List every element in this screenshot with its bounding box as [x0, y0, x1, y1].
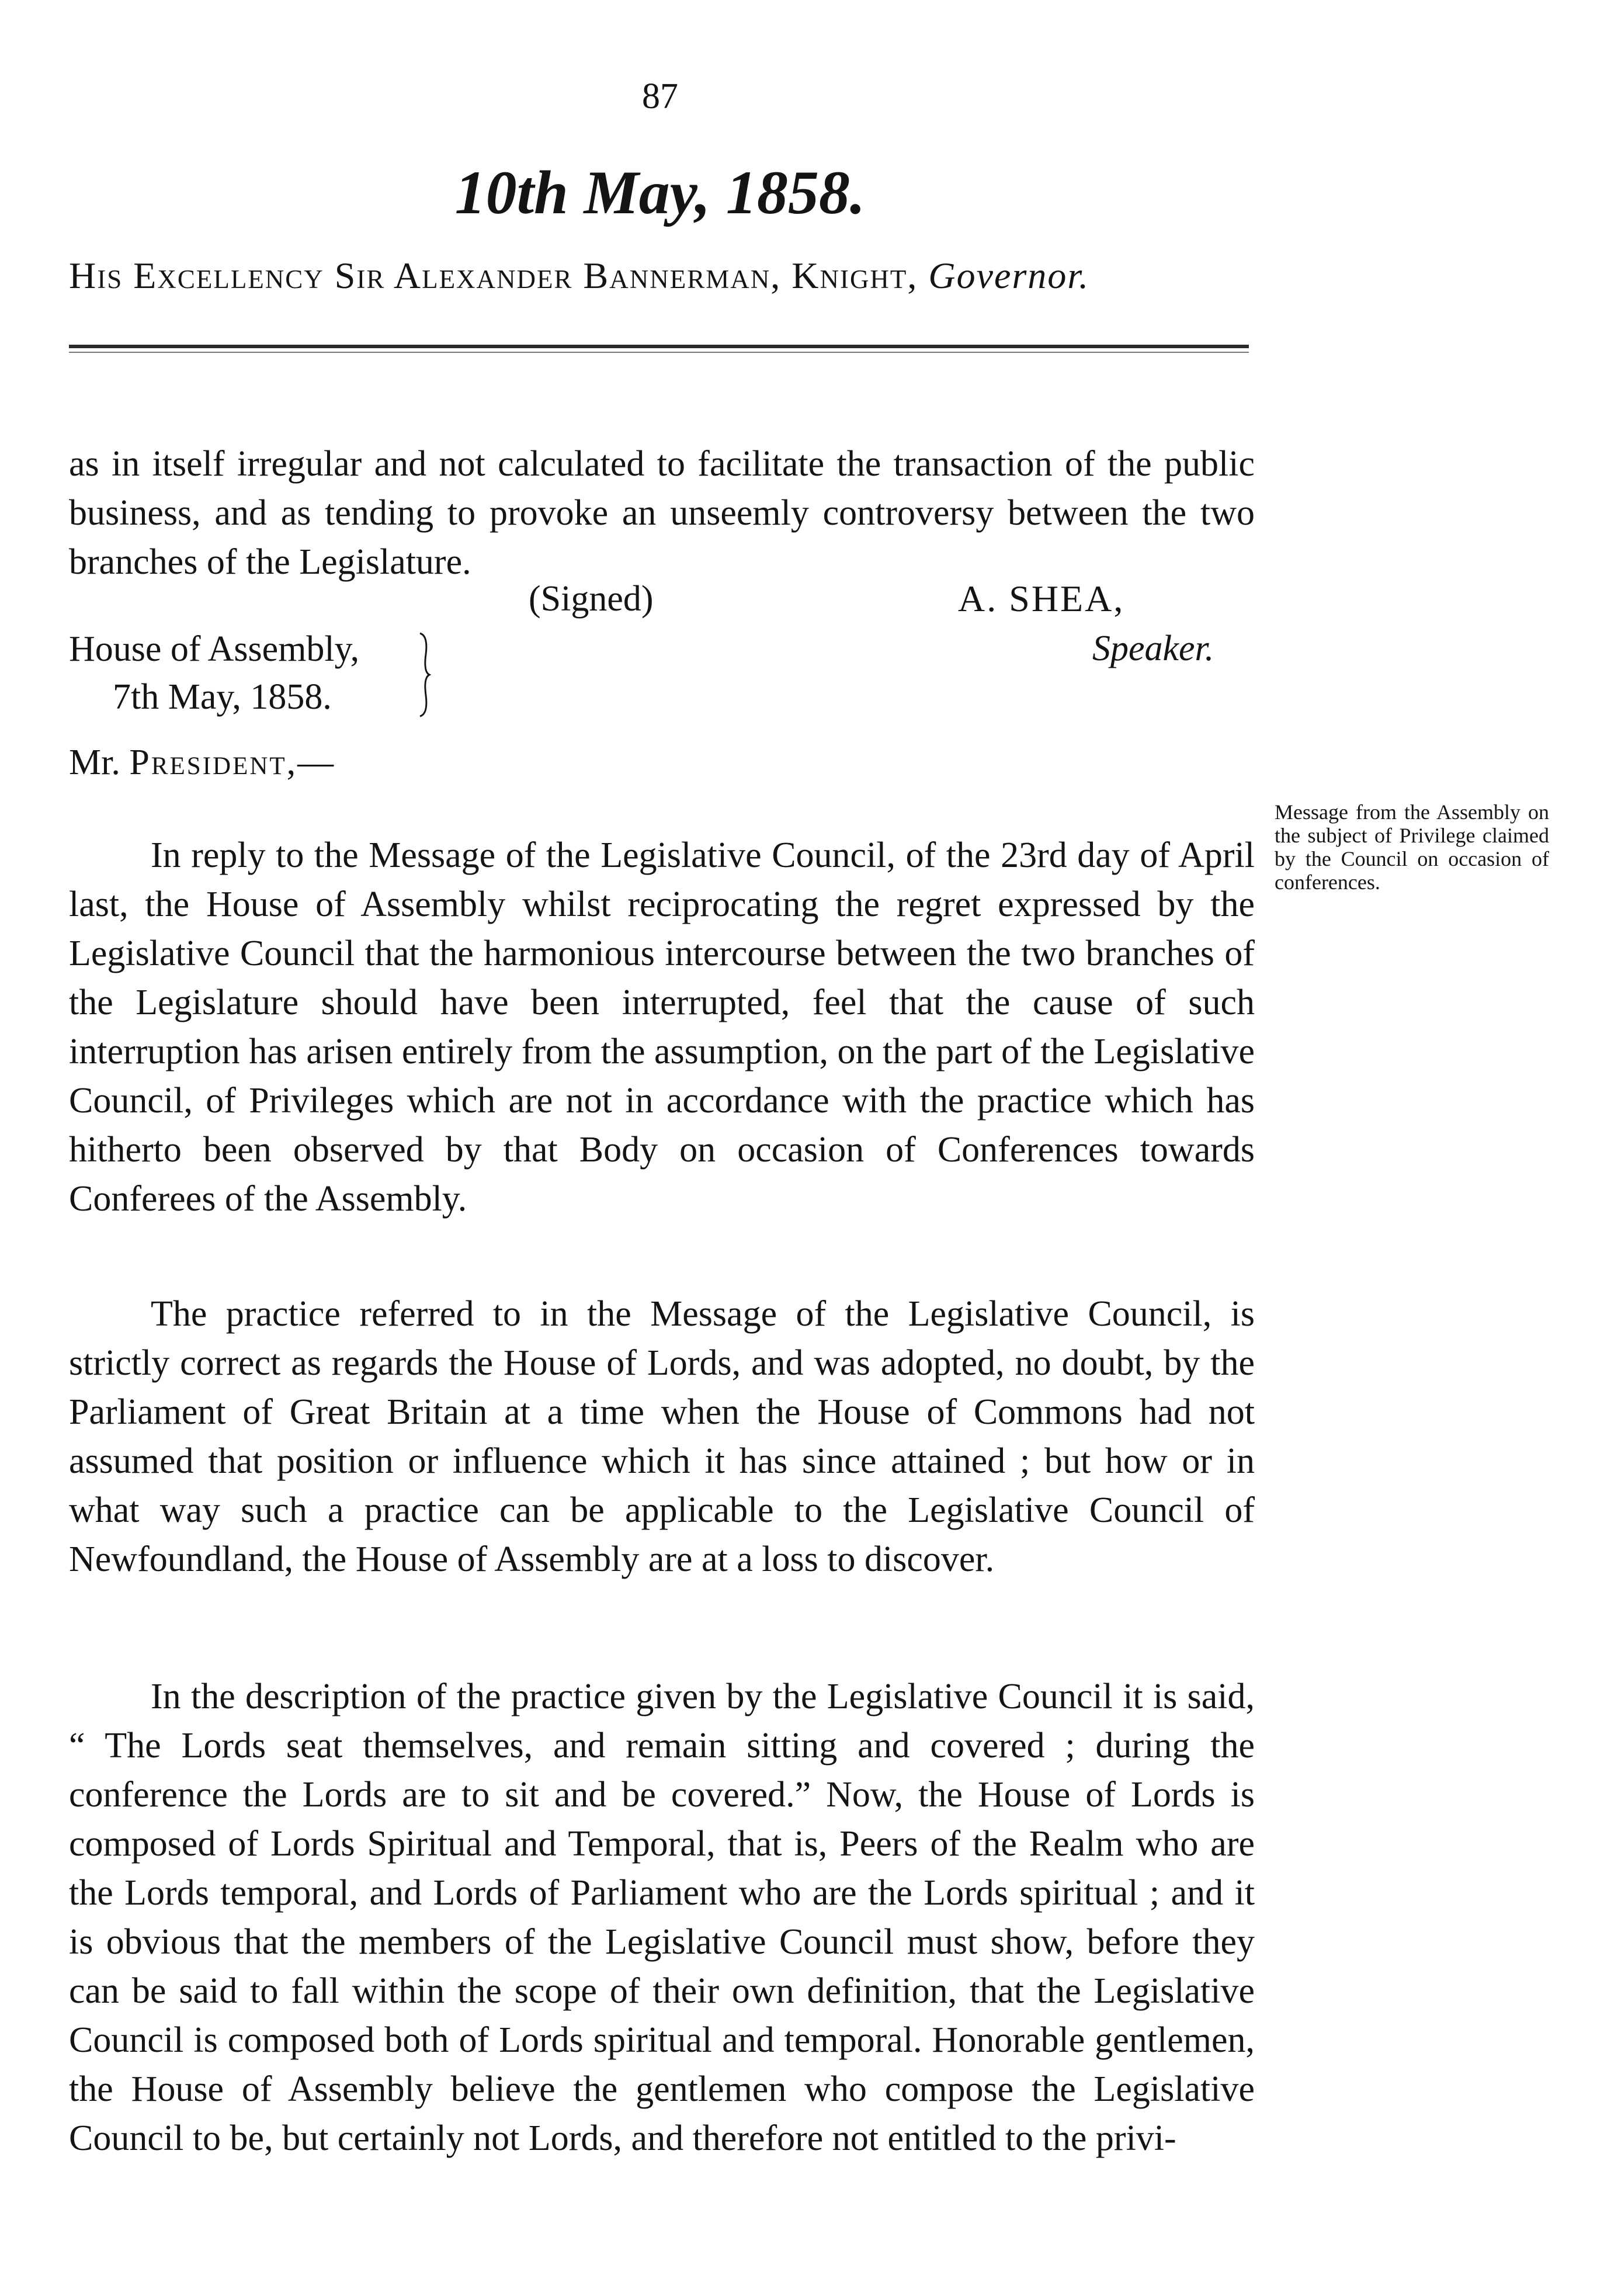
- salutation-prefix: Mr.: [69, 743, 130, 782]
- salutation-addressee: President,—: [129, 743, 336, 782]
- right-brace: [418, 631, 432, 719]
- place-date: 7th May, 1858.: [113, 677, 332, 717]
- margin-note: Message from the Assembly on the subject of Privilege claimed by the Council on occasion of conferences.: [1275, 800, 1549, 894]
- page-number: 87: [642, 77, 678, 116]
- governor-name: His Excellency Sir Alexander Bannerman, Knight,: [69, 255, 918, 296]
- place-house: House of Assembly,: [69, 629, 360, 669]
- place-block: [69, 625, 359, 721]
- governor-line: [69, 252, 1296, 299]
- governor-title: Governor.: [928, 255, 1090, 296]
- paragraph: In the description of the practice given by the Legislative Council it is said, “ The Lords seat themselves, and remain sitting and covered ; during the conference the Lords are to sit and be covered.” Now, the House of Lords is composed of Lords Spiritual and Temporal, that is, Peers of the Realm who are the Lords temporal, and Lords of Parliament who are the Lords spiritual ; and it is obvious that the members of the Legislative Council must show, before they can be said to fall within the scope of their own definition, that the Legislative Council is composed both of Lords spiritual and temporal. Honorable gentlemen, the House of Assembly believe the gentlemen who compose the Legislative Council to be, but certainly not Lords, and therefore not entitled to the privi-: [69, 1677, 1255, 2158]
- date-heading: 10th May, 1858.: [454, 158, 866, 227]
- paragraph: In reply to the Message of the Legislative Council, of the 23rd day of April last, the House of Assembly whilst reciprocating the regret expressed by the Legislative Council that the harmonious intercourse between the two branches of the Legislature should have been interrupted, feel that the cause of such interruption has arisen entirely from the assumption, on the part of the Legislative Council, of Privileges which are not in accordance with the practice which has hitherto been observed by that Body on occasion of Conferences towards Conferees of the Assembly.: [69, 835, 1255, 1219]
- header-rule-thin: [69, 352, 1249, 353]
- continued-paragraph: as in itself irregular and not calculated to facilitate the transaction of the public business, and as tending to provoke an unseemly controversy between the two branches of the Legislature.: [69, 444, 1255, 582]
- signed-label: (Signed): [529, 579, 654, 619]
- signer-name: A. SHEA,: [958, 578, 1125, 619]
- signer-title: Speaker.: [1092, 629, 1214, 668]
- salutation: [69, 739, 335, 786]
- header-rule: [69, 345, 1249, 348]
- paragraph: The practice referred to in the Message of the Legislative Council, is strictly correct as regards the House of Lords, and was adopted, no doubt, by the Parliament of Great Britain at a time when the House of Commons had not assumed that position or influence which it has since attained ; but how or in what way such a practice can be applicable to the Legislative Council of Newfoundland, the House of Assembly are at a loss to discover.: [69, 1294, 1255, 1579]
